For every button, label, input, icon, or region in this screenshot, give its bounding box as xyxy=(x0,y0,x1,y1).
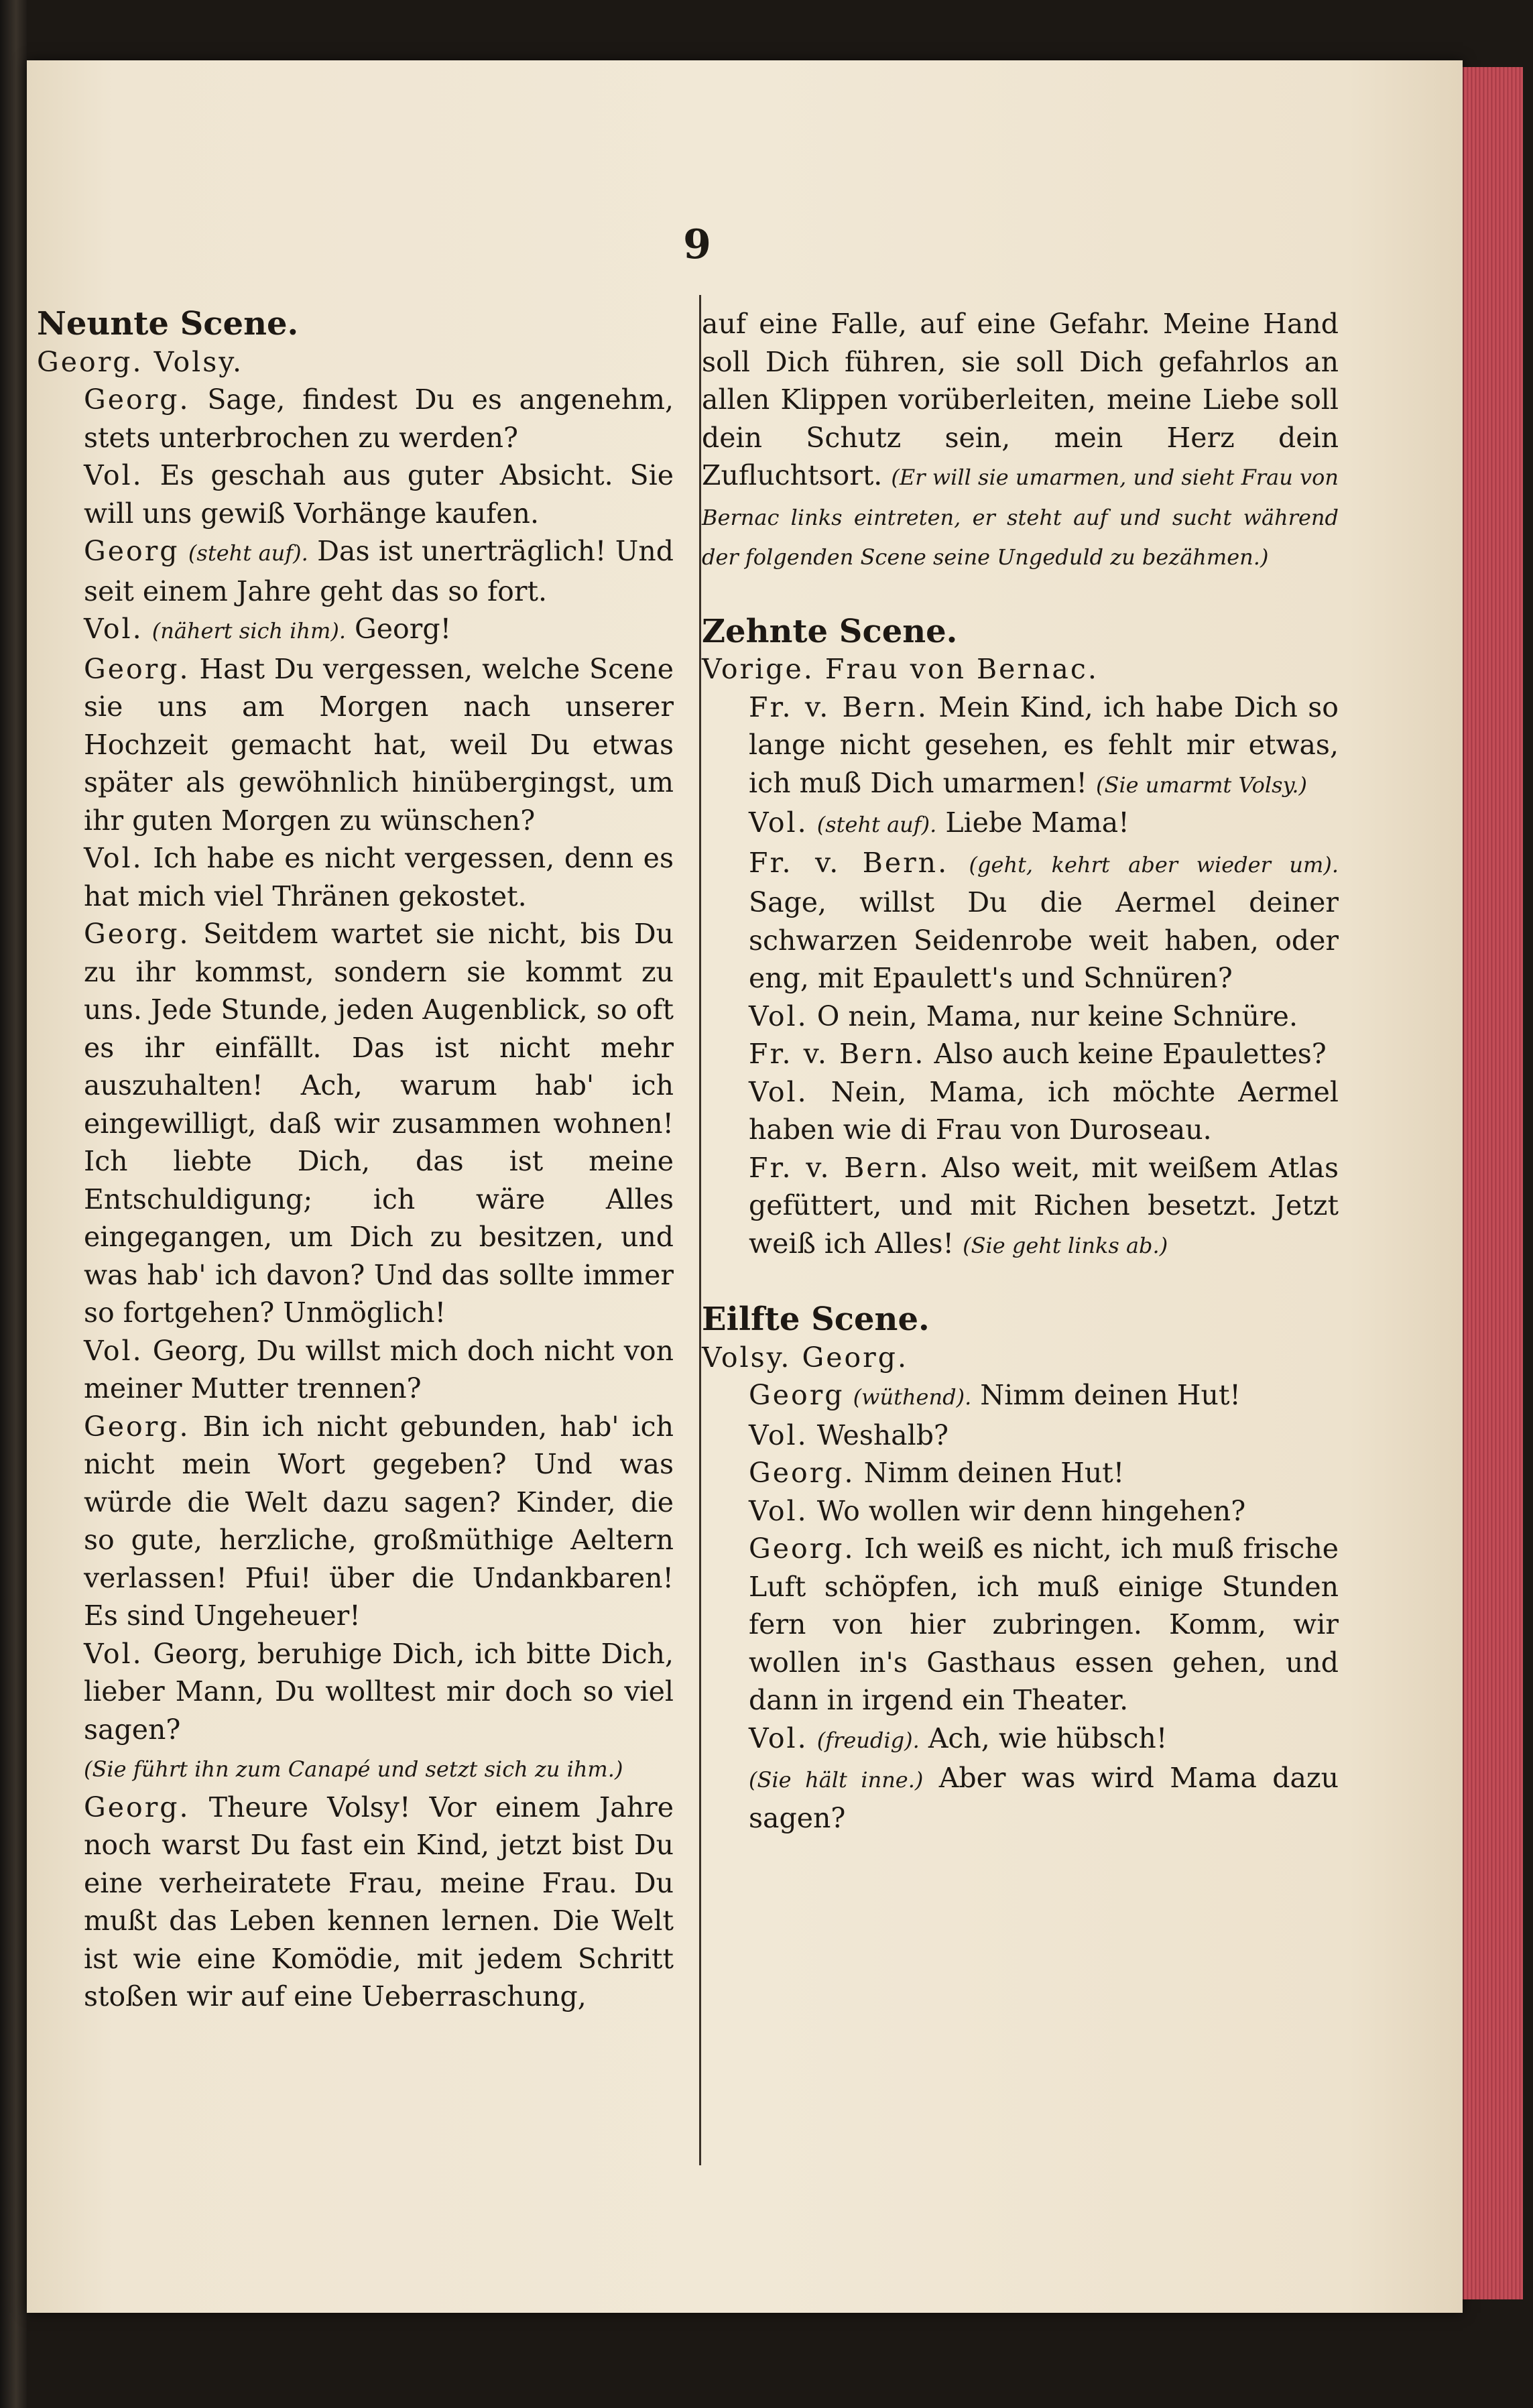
speaker-name: Fr. v. Bern. xyxy=(749,1038,926,1070)
scene-cast: Vorige. Frau von Bernac. xyxy=(702,653,1099,685)
dialogue-text: Mein Kind, ich habe Dich so lange nicht gesehen, es fehlt mir etwas, ich muß Dich umarmen! xyxy=(749,690,1339,799)
speaker-name: Vol. xyxy=(84,459,143,491)
speaker-name: Georg xyxy=(84,535,180,567)
dialogue-line xyxy=(702,1759,1339,1837)
stage-direction: (steht auf). xyxy=(188,540,308,566)
speaker-name: Georg. xyxy=(84,918,190,950)
speaker-name: Fr. v. Bern. xyxy=(749,1151,930,1184)
continuation-text: auf eine Falle, auf eine Gefahr. Meine Hand soll Dich führen, sie soll Dich gefahrlos an allen Klippen vorüberleiten, meine Liebe soll dein Schutz sein, mein Herz dein Zufluchtsort. xyxy=(702,308,1339,491)
speaker-name: Vol. xyxy=(749,1000,808,1032)
speaker-name: Vol. xyxy=(749,1722,808,1754)
speaker-name: Georg. xyxy=(84,1791,190,1823)
speaker-name: Vol. xyxy=(84,613,143,645)
dialogue-line xyxy=(702,844,1339,998)
stage-direction: (Sie geht links ab.) xyxy=(963,1232,1168,1258)
dialogue-text: Also auch keine Epaulettes? xyxy=(934,1038,1327,1070)
scene-cast: Volsy. Georg. xyxy=(702,1341,909,1374)
dialogue-text: Es geschah aus guter Absicht. Sie will uns gewiß Vorhänge kaufen. xyxy=(84,459,674,530)
dialogue-line xyxy=(702,1149,1339,1265)
dialogue-text: Sage, findest Du es angenehm, stets unterbrochen zu werden? xyxy=(84,383,674,454)
page-edge xyxy=(1463,67,1523,2299)
dialogue-line xyxy=(702,1376,1339,1417)
dialogue-line xyxy=(37,1748,674,1789)
scene-heading: Zehnte Scene. xyxy=(702,612,958,650)
stage-direction: (Sie umarmt Volsy.) xyxy=(1096,772,1308,798)
dialogue-text: Nimm deinen Hut! xyxy=(980,1379,1241,1411)
dialogue-line xyxy=(37,1789,674,2016)
dialogue-line xyxy=(702,1073,1339,1149)
stage-direction: (nähert sich ihm). xyxy=(151,618,346,644)
dialogue-text: Ach, wie hübsch! xyxy=(928,1722,1168,1754)
speaker-name: Vol. xyxy=(84,1637,143,1670)
dialogue-line xyxy=(702,1720,1339,1760)
speaker-name: Vol. xyxy=(749,1075,808,1108)
stage-direction: (freudig). xyxy=(816,1727,920,1753)
stage-direction: (steht auf). xyxy=(816,812,937,837)
dialogue-text: Ich habe es nicht vergessen, denn es hat mich viel Thränen gekostet. xyxy=(84,842,674,912)
dialogue-line xyxy=(702,998,1339,1036)
speaker-name: Vol. xyxy=(749,1494,808,1527)
dialogue-text: Hast Du vergessen, welche Scene sie uns am Morgen nach unserer Hochzeit gemacht hat, weil Du etwas später als gewöhnlich hinübergingst, um ihr guten Morgen zu wünschen? xyxy=(84,652,674,837)
dialogue-list xyxy=(702,1376,1339,1837)
dialogue-text: Aber was wird Mama dazu sagen? xyxy=(749,1762,1339,1834)
dialogue-text: Liebe Mama! xyxy=(945,806,1129,839)
speaker-name: Vol. xyxy=(749,1419,808,1451)
book-binding xyxy=(0,0,27,2408)
speaker-name: Georg. xyxy=(749,1532,855,1565)
left-column xyxy=(37,305,674,2016)
page-number: 9 xyxy=(683,221,711,268)
scene-heading: Eilfte Scene. xyxy=(702,1301,930,1338)
dialogue-line xyxy=(702,688,1339,804)
scene-heading: Neunte Scene. xyxy=(37,305,299,343)
dialogue-text: Wo wollen wir denn hingehen? xyxy=(816,1494,1246,1527)
dialogue-list xyxy=(37,381,674,2016)
dialogue-line xyxy=(37,650,674,840)
dialogue-line xyxy=(37,610,674,650)
dialogue-text: Georg, Du willst mich doch nicht von meiner Mutter trennen? xyxy=(84,1334,674,1404)
dialogue-text: Nein, Mama, ich möchte Aermel haben wie di Frau von Duroseau. xyxy=(749,1075,1339,1146)
stage-direction: (wüthend). xyxy=(853,1384,972,1410)
dialogue-line xyxy=(702,1454,1339,1492)
speaker-name: Georg. xyxy=(749,1457,855,1489)
speaker-name: Vol. xyxy=(84,1334,143,1367)
dialogue-text: O nein, Mama, nur keine Schnüre. xyxy=(816,1000,1298,1032)
dialogue-continuation xyxy=(702,305,1339,577)
dialogue-line xyxy=(37,1408,674,1635)
scene-cast: Georg. Volsy. xyxy=(37,345,244,378)
dialogue-line xyxy=(702,804,1339,844)
speaker-name: Georg. xyxy=(84,383,190,416)
dialogue-line xyxy=(37,457,674,532)
stage-direction: (Sie hält inne.) xyxy=(749,1767,924,1793)
stage-direction: (geht, kehrt aber wieder um). xyxy=(969,851,1339,878)
dialogue-text: Seitdem wartet sie nicht, bis Du zu ihr kommst, sondern sie kommt zu uns. Jede Stunde, jeden Augenblick, so oft es ihr einfällt. Das ist nicht mehr auszuhalten! Ach, warum hab' ich eingewilligt, daß wir zusammen wohnen! Ich liebte Dich, das ist meine Entschuldigung; ich wäre Alles eingegangen, um Dich zu besitzen, und was hab' ich davon? Und das sollte immer so fortgehen? Unmöglich! xyxy=(84,918,674,1329)
spacer xyxy=(702,1264,1339,1301)
speaker-name: Georg. xyxy=(84,1410,190,1443)
dialogue-line xyxy=(702,1417,1339,1455)
speaker-name: Fr. v. Bern. xyxy=(749,846,949,879)
speaker-name: Georg xyxy=(749,1379,845,1411)
dialogue-text: Georg, beruhige Dich, ich bitte Dich, lieber Mann, Du wolltest mir doch so viel sagen? xyxy=(84,1637,674,1746)
dialogue-text: Bin ich nicht gebunden, hab' ich nicht mein Wort gegeben? Und was würde die Welt dazu sagen? Kinder, die so gute, herzliche, großmüthige Aeltern verlassen! Pfui! über die Undankbaren! Es sind Ungeheuer! xyxy=(84,1410,674,1632)
speaker-name: Georg. xyxy=(84,652,190,685)
right-column xyxy=(702,305,1339,1837)
speaker-name: Fr. v. Bern. xyxy=(749,690,928,723)
dialogue-line xyxy=(37,915,674,1332)
dialogue-text: Georg! xyxy=(355,613,452,645)
dialogue-list xyxy=(702,688,1339,1265)
dialogue-text: Nimm deinen Hut! xyxy=(863,1457,1125,1489)
dialogue-line xyxy=(702,1035,1339,1073)
dialogue-text: Also weit, mit weißem Atlas gefüttert, und mit Richen besetzt. Jetzt weiß ich Alles! xyxy=(749,1151,1339,1260)
dialogue-text: Weshalb? xyxy=(816,1419,949,1451)
column-divider xyxy=(699,295,701,2165)
dialogue-line xyxy=(37,532,674,610)
speaker-name: Vol. xyxy=(749,806,808,839)
stage-direction: (Er will sie umarmen, und sieht Frau von Bernac links eintreten, er steht auf und sucht während der folgenden Scene seine Ungeduld zu bezähmen.) xyxy=(702,465,1339,570)
dialogue-text: Das ist unerträglich! Und seit einem Jahre geht das so fort. xyxy=(84,535,674,607)
dialogue-line xyxy=(37,1332,674,1408)
dialogue-line xyxy=(702,1530,1339,1720)
dialogue-line xyxy=(37,1635,674,1749)
dialogue-text: Theure Volsy! Vor einem Jahre noch warst Du fast ein Kind, jetzt bist Du eine verheiratete Frau, meine Frau. Du mußt das Leben kennen lernen. Die Welt ist wie eine Komödie, mit jedem Schritt stoßen wir auf eine Ueberraschung, xyxy=(84,1791,674,2012)
dialogue-line xyxy=(37,839,674,915)
dialogue-text: Ich weiß es nicht, ich muß frische Luft schöpfen, ich muß einige Stunden fern von hier zubringen. Komm, wir wollen in's Gasthaus essen gehen, und dann in irgend ein Theater. xyxy=(749,1532,1339,1716)
dialogue-line xyxy=(37,381,674,457)
stage-direction: (Sie führt ihn zum Canapé und setzt sich zu ihm.) xyxy=(84,1756,623,1782)
speaker-name: Vol. xyxy=(84,842,143,874)
spacer xyxy=(702,577,1339,613)
dialogue-line xyxy=(702,1492,1339,1530)
dialogue-text: Sage, willst Du die Aermel deiner schwarzen Seidenrobe weit haben, oder eng, mit Epaulett's und Schnüren? xyxy=(749,886,1339,994)
